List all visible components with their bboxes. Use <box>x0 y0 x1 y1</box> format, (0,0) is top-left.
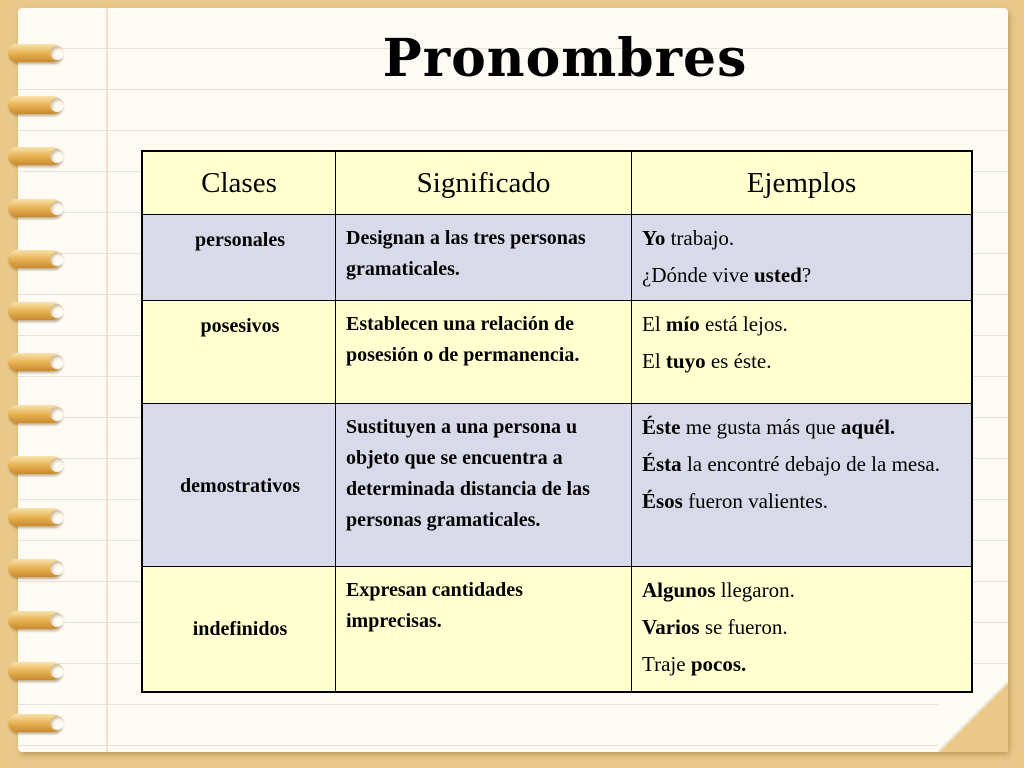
page-title: Pronombres <box>382 28 748 89</box>
example-text: ? <box>801 263 812 287</box>
example-text: está lejos. <box>699 312 788 336</box>
table-row <box>142 301 972 404</box>
example-text: la encontré debajo de la mesa. <box>681 452 940 476</box>
notebook-ring-icon <box>8 508 62 526</box>
example-line <box>642 346 963 377</box>
notebook-ring-icon <box>8 714 62 732</box>
cell-ejemplos <box>632 301 973 404</box>
cell-ejemplos <box>632 215 973 301</box>
margin-line <box>106 8 108 752</box>
cell-significado: Establecen una relación de posesión o de permanencia. <box>336 301 632 404</box>
table-header-row <box>142 151 972 215</box>
page-curl <box>938 682 1008 752</box>
notebook-ring-icon <box>8 559 62 577</box>
example-line <box>642 412 963 443</box>
example-text: me gusta más que <box>680 415 841 439</box>
notebook-ring-icon <box>8 147 62 165</box>
example-pronoun: Éste <box>642 415 681 439</box>
notebook-ring-icon <box>8 456 62 474</box>
example-text: El <box>642 349 666 373</box>
example-pronoun: tuyo <box>665 349 706 373</box>
example-line <box>642 309 963 340</box>
example-pronoun: pocos. <box>690 652 747 676</box>
example-line <box>642 449 963 480</box>
example-line <box>642 223 963 254</box>
notebook-ring-icon <box>8 353 62 371</box>
cell-clase: indefinidos <box>142 567 336 692</box>
example-line <box>642 260 963 291</box>
cell-clase: posesivos <box>142 301 336 404</box>
notebook-ring-icon <box>8 302 62 320</box>
table-row <box>142 404 972 567</box>
cell-clase: personales <box>142 215 336 301</box>
example-line <box>642 486 963 517</box>
notebook-ring-icon <box>8 250 62 268</box>
example-pronoun: Ésos <box>642 489 683 513</box>
example-pronoun: Ésta <box>642 452 682 476</box>
example-line <box>642 612 963 643</box>
cell-ejemplos <box>632 404 973 567</box>
example-pronoun: Yo <box>642 226 666 250</box>
example-pronoun: Algunos <box>642 578 716 602</box>
notebook-ring-icon <box>8 405 62 423</box>
table-row <box>142 567 972 692</box>
example-text: Traje <box>642 652 691 676</box>
example-line <box>642 575 963 606</box>
example-line <box>642 649 963 680</box>
cell-ejemplos <box>632 567 973 692</box>
cell-clase: demostrativos <box>142 404 336 567</box>
notebook-ring-icon <box>8 199 62 217</box>
example-text: fueron valientes. <box>682 489 829 513</box>
table-row <box>142 215 972 301</box>
example-text: llegaron. <box>715 578 795 602</box>
example-pronoun: aquél. <box>840 415 896 439</box>
example-text: trabajo. <box>665 226 735 250</box>
notebook-ring-icon <box>8 96 62 114</box>
example-pronoun: Varios <box>642 615 700 639</box>
notebook-ring-icon <box>8 662 62 680</box>
example-pronoun: usted <box>753 263 802 287</box>
example-text: es éste. <box>705 349 772 373</box>
header-clases: Clases <box>142 151 336 215</box>
cell-significado: Designan a las tres personas gramaticales. <box>336 215 632 301</box>
notebook-ring-icon <box>8 611 62 629</box>
example-text: ¿Dónde vive <box>642 263 754 287</box>
header-significado: Significado <box>336 151 632 215</box>
pronouns-table <box>141 150 973 693</box>
example-text: se fueron. <box>699 615 788 639</box>
example-pronoun: mío <box>665 312 700 336</box>
header-ejemplos: Ejemplos <box>632 151 973 215</box>
cell-significado: Expresan cantidades imprecisas. <box>336 567 632 692</box>
example-text: El <box>642 312 666 336</box>
cell-significado: Sustituyen a una persona u objeto que se encuentra a determinada distancia de las personas gramaticales. <box>336 404 632 567</box>
